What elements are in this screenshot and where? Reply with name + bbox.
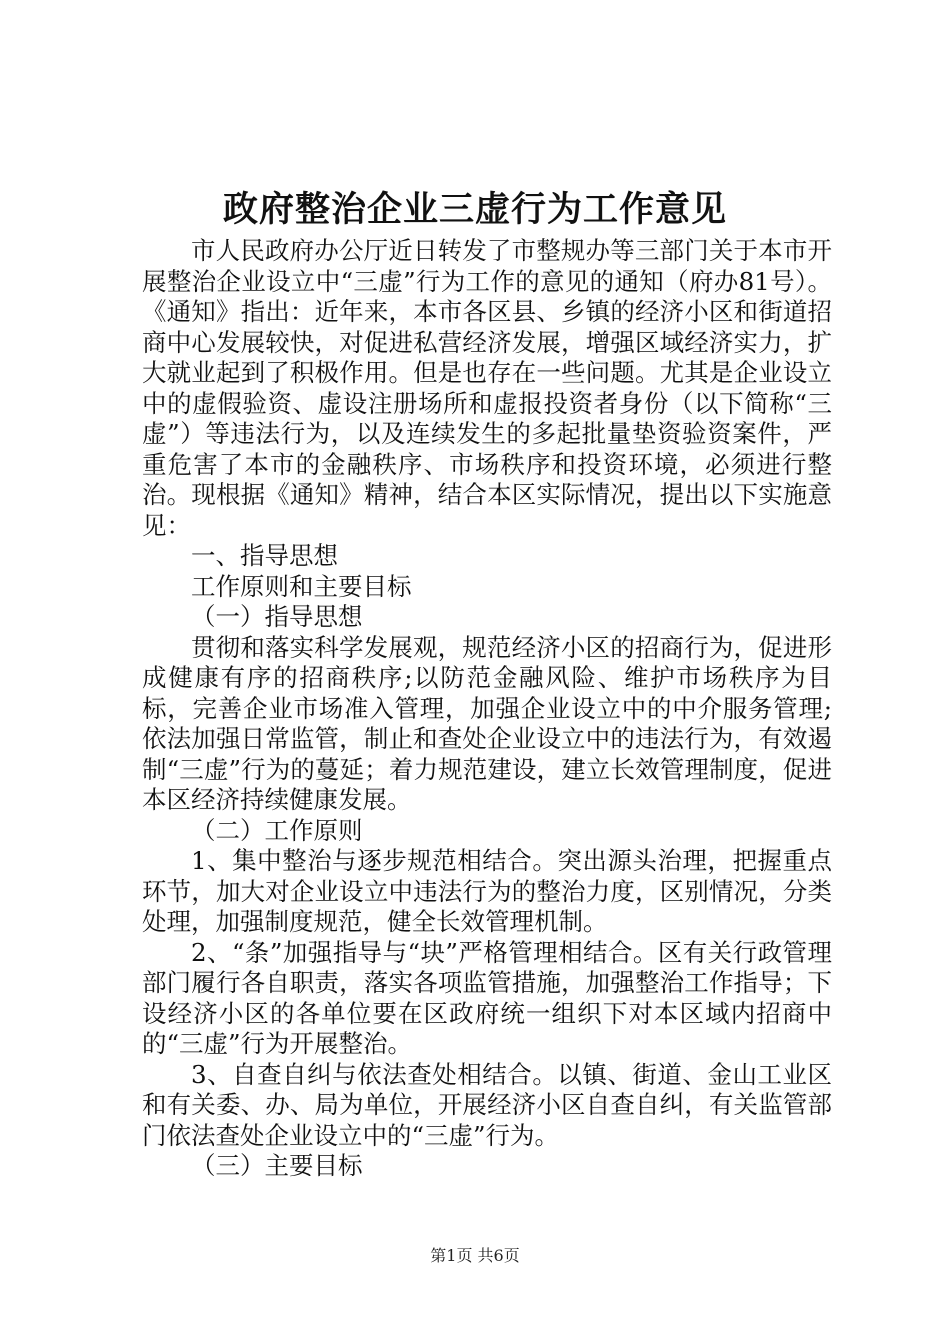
subheading-main-goals: （三）主要目标 — [191, 1151, 363, 1180]
heading-guiding-thought: 一、指导思想 — [191, 541, 338, 570]
heading-principles-goals: 工作原则和主要目标 — [191, 571, 412, 601]
subheading-work-principles: （二）工作原则 — [191, 815, 363, 845]
document-title: 政府整治企业三虚行为工作意见 — [222, 189, 727, 230]
paragraph-principle-1: 1、集中整治与逐步规范相结合。突出源头治理，把握重点环节，加大对企业设立中违法行为的整治力度，区别情况，分类处理，加强制度规范，健全长效管理机制。 — [142, 846, 832, 936]
document-body — [142, 236, 832, 1182]
paragraph-principle-3: 3、自查自纠与依法查处相结合。以镇、街道、金山工业区和有关委、办、局为单位，开展经济小区自查自纠，有关监管部门依法查处企业设立中的“三虚”行为。 — [142, 1059, 832, 1150]
paragraph-principle-2: 2、“条”加强指导与“块”严格管理相结合。区有关行政管理部门履行各自职责，落实各项监管措施，加强整治工作指导；下设经济小区的各单位要在区政府统一组织下对本区域内招商中的“三虚”行为开展整治。 — [142, 937, 832, 1058]
paragraph-guiding-thought: 贯彻和落实科学发展观，规范经济小区的招商行为，促进形成健康有序的招商秩序;以防范金融风险、维护市场秩序为目标，完善企业市场准入管理，加强企业设立中的中介服务管理;依法加强日常监管，制止和查处企业设立中的违法行为，有效遏制“三虚”行为的蔓延；着力规范建设，建立长效管理制度，促进本区经济持续健康发展。 — [142, 632, 832, 814]
subheading-guiding-thought: （一）指导思想 — [191, 602, 363, 631]
paragraph-intro: 市人民政府办公厅近日转发了市整规办等三部门关于本市开展整治企业设立中“三虚”行为工作的意见的通知（府办81号）。《通知》指出：近年来，本市各区县、乡镇的经济小区和街道招商中心发展较快，对促进私营经济发展，增强区域经济实力，扩大就业起到了积极作用。但是也存在一些问题。尤其是企业设立中的虚假验资、虚设注册场所和虚报投资者身份（以下简称“三虚”）等违法行为，以及连续发生的多起批量垫资验资案件，严重危害了本市的金融秩序、市场秩序和投资环境，必须进行整治。现根据《通知》精神，结合本区实际情况，提出以下实施意见： — [142, 236, 832, 540]
page-footer: 第1页 共6页 — [430, 1246, 520, 1265]
